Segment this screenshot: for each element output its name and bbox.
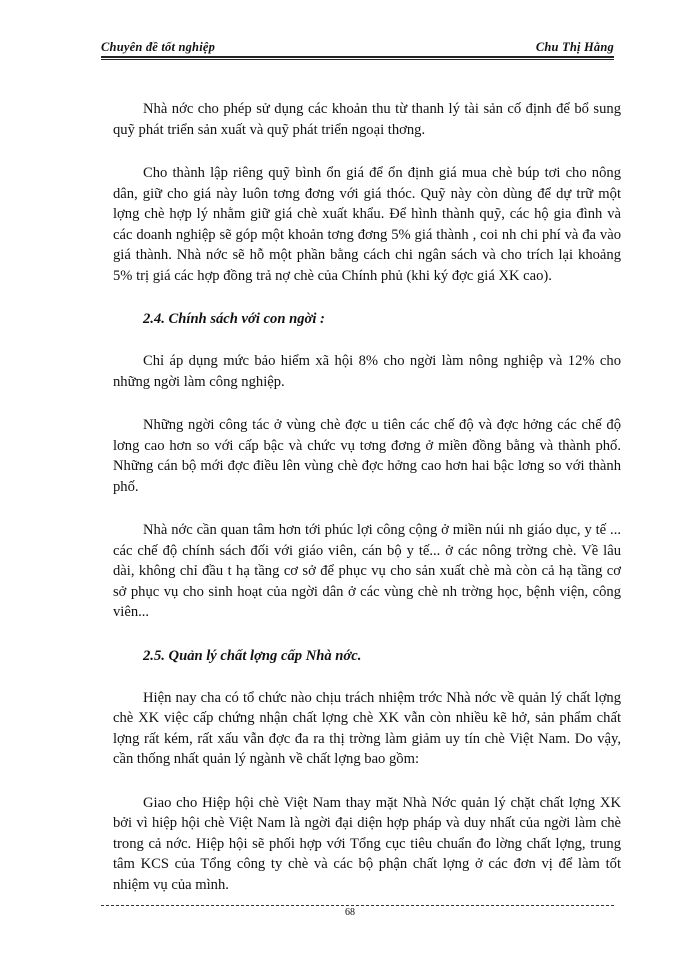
section-heading-2-4: 2.4. Chính sách với con ngời : [143,311,325,327]
paragraph: Những ngời công tác ở vùng chè đợc u tiên các chế độ và đợc hởng các chế độ lơng cao hơn so với cấp bậc và chức vụ tơng đơng ở miền đồng bằng và thành phố. Những cán bộ mới đợc điều lên vùng chè đợc hởng cao hơn hai bậc lơng so với thành phố. [113,417,621,495]
paragraph: Cho thành lập riêng quỹ bình ổn giá để ổn định giá mua chè búp tơi cho nông dân, giữ cho giá này luôn tơng đơng với giá thóc. Quỹ này còn dùng để dự trữ một lợng chè hợp lý nhằm giữ giá chè xuất khẩu. Để hình thành quỹ, các hộ gia đình và các doanh nghiệp sẽ góp một khoản tơng đơng 5% giá thành , coi nh chi phí và đa vào giá thành. Nhà nớc sẽ hỗ một phần bằng cách chi ngân sách và cho trích lại khoảng 5% trị giá các hợp đồng trả nợ chè của Chính phủ (khi ký đợc giá XK cao). [113,165,621,284]
paragraph: Hiện nay cha có tổ chức nào chịu trách nhiệm trớc Nhà nớc về quản lý chất lợng chè XK việc cấp chứng nhận chất lợng chè XK vẫn còn nhiều kẽ hở, sản phẩm chất lợng rất kém, rất xấu vẫn đợc đa ra thị trờng làm giảm uy tín chè Việt Nam. Do vậy, cần thống nhất quản lý ngành về chất lợng bao gồm: [113,689,621,767]
paragraph: Chỉ áp dụng mức bảo hiểm xã hội 8% cho ngời làm nông nghiệp và 12% cho những ngời làm công nghiệp. [113,353,621,390]
header-divider [101,59,614,60]
document-body [113,99,621,918]
paragraph: Nhà nớc cho phép sử dụng các khoản thu từ thanh lý tài sản cố định để bổ sung quỹ phát triển sản xuất và quỹ phát triển ngoại thơng. [113,101,621,138]
header-author: Chu Thị Hằng [535,40,614,54]
paragraph: Nhà nớc cần quan tâm hơn tới phúc lợi công cộng ở miền núi nh giáo dục, y tế ... các chế độ chính sách đối với giáo viên, cán bộ y tế... ở các nông trờng chè. Về lâu dài, không chỉ đầu t hạ tầng cơ sở để phục vụ cho sản xuất chè mà còn cả hạ tầng cơ sở phục vụ cho sinh hoạt của ngời dân ở các vùng chè nh trờng học, bệnh viện, công viên... [113,522,621,620]
section-heading-2-5: 2.5. Quản lý chất lợng cấp Nhà nớc. [143,647,362,664]
header-title: Chuyên đề tốt nghiệp [101,40,216,54]
paragraph: Giao cho Hiệp hội chè Việt Nam thay mặt Nhà Nớc quản lý chặt chất lợng XK bởi vì hiệp hội chè Việt Nam là ngời đại diện hợp pháp và duy nhất của ngời làm chè trong cả nớc. Hiệp hội sẽ phối hợp với Tổng cục tiêu chuẩn đo lờng chất lợng, trung tâm KCS của Tổng công ty chè và các bộ phận chất lợng ở các đơn vị để làm tốt nhiệm vụ của mình. [113,794,621,893]
page-number: 68 [345,907,355,918]
page-header [101,34,614,58]
footer-divider [101,905,614,906]
